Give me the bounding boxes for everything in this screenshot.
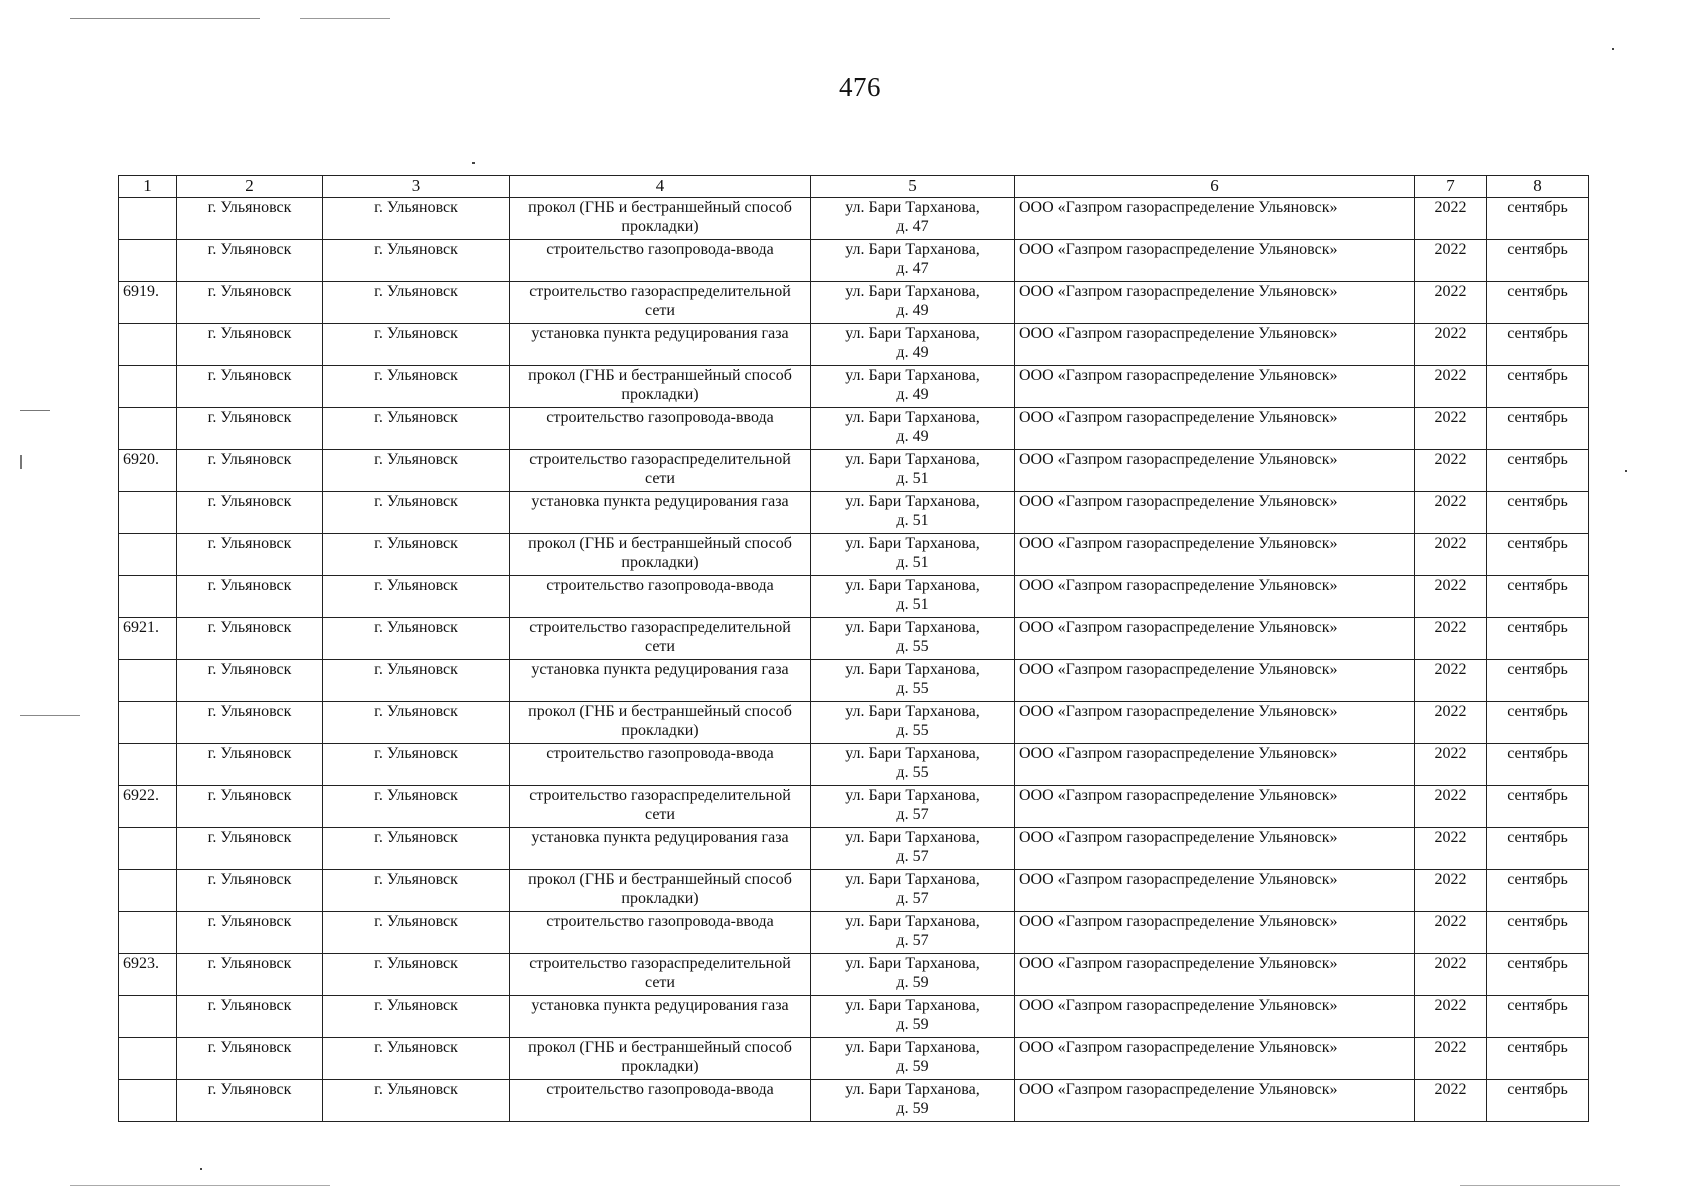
address-street: ул. Бари Тарханова,: [845, 535, 980, 552]
year-cell: 2022: [1415, 240, 1487, 282]
region-cell: г. Ульяновск: [177, 324, 323, 366]
work-type-cell: установка пункта редуцирования газа: [510, 828, 811, 870]
month-cell: сентябрь: [1487, 198, 1589, 240]
address-cell: [811, 324, 1015, 366]
address-cell: [811, 198, 1015, 240]
organization-cell: ООО «Газпром газораспределение Ульяновск»: [1015, 828, 1415, 870]
address-street: ул. Бари Тарханова,: [845, 661, 980, 678]
organization-cell: ООО «Газпром газораспределение Ульяновск»: [1015, 870, 1415, 912]
address-house: д. 59: [896, 1016, 929, 1033]
column-header: 4: [510, 176, 811, 198]
settlement-cell: г. Ульяновск: [323, 492, 510, 534]
item-number: 6919.: [119, 282, 177, 324]
address-house: д. 55: [896, 764, 929, 781]
table-row: [119, 870, 1589, 912]
address-street: ул. Бари Тарханова,: [845, 409, 980, 426]
address-cell: [811, 786, 1015, 828]
month-cell: сентябрь: [1487, 534, 1589, 576]
region-cell: г. Ульяновск: [177, 660, 323, 702]
item-number: 6920.: [119, 450, 177, 492]
organization-cell: ООО «Газпром газораспределение Ульяновск»: [1015, 576, 1415, 618]
settlement-cell: г. Ульяновск: [323, 282, 510, 324]
address-street: ул. Бари Тарханова,: [845, 955, 980, 972]
year-cell: 2022: [1415, 1080, 1487, 1122]
address-street: ул. Бари Тарханова,: [845, 787, 980, 804]
scan-artifact: [1612, 48, 1614, 50]
region-cell: г. Ульяновск: [177, 240, 323, 282]
address-house: д. 57: [896, 806, 929, 823]
region-cell: г. Ульяновск: [177, 828, 323, 870]
month-cell: сентябрь: [1487, 660, 1589, 702]
item-number: [119, 240, 177, 282]
address-cell: [811, 282, 1015, 324]
region-cell: г. Ульяновск: [177, 744, 323, 786]
address-street: ул. Бари Тарханова,: [845, 199, 980, 216]
address-cell: [811, 744, 1015, 786]
settlement-cell: г. Ульяновск: [323, 744, 510, 786]
address-house: д. 55: [896, 638, 929, 655]
year-cell: 2022: [1415, 954, 1487, 996]
address-street: ул. Бари Тарханова,: [845, 745, 980, 762]
table-row: [119, 1080, 1589, 1122]
address-cell: [811, 954, 1015, 996]
table-row: [119, 996, 1589, 1038]
organization-cell: ООО «Газпром газораспределение Ульяновск»: [1015, 912, 1415, 954]
region-cell: г. Ульяновск: [177, 198, 323, 240]
settlement-cell: г. Ульяновск: [323, 450, 510, 492]
item-number: [119, 870, 177, 912]
work-type-cell: строительство газораспределительной сети: [510, 618, 811, 660]
work-type-cell: строительство газопровода-ввода: [510, 408, 811, 450]
column-number-header: [119, 176, 1589, 198]
region-cell: г. Ульяновск: [177, 408, 323, 450]
work-type-cell: прокол (ГНБ и бестраншейный способ прокладки): [510, 198, 811, 240]
address-house: д. 55: [896, 722, 929, 739]
settlement-cell: г. Ульяновск: [323, 912, 510, 954]
address-cell: [811, 534, 1015, 576]
address-street: ул. Бари Тарханова,: [845, 619, 980, 636]
address-cell: [811, 660, 1015, 702]
settlement-cell: г. Ульяновск: [323, 954, 510, 996]
work-type-cell: прокол (ГНБ и бестраншейный способ прокладки): [510, 870, 811, 912]
work-type-cell: строительство газораспределительной сети: [510, 450, 811, 492]
organization-cell: ООО «Газпром газораспределение Ульяновск»: [1015, 534, 1415, 576]
address-cell: [811, 240, 1015, 282]
item-number: 6921.: [119, 618, 177, 660]
address-cell: [811, 450, 1015, 492]
table-row: [119, 324, 1589, 366]
year-cell: 2022: [1415, 492, 1487, 534]
address-cell: [811, 870, 1015, 912]
month-cell: сентябрь: [1487, 324, 1589, 366]
organization-cell: ООО «Газпром газораспределение Ульяновск»: [1015, 660, 1415, 702]
table-row: [119, 618, 1589, 660]
year-cell: 2022: [1415, 198, 1487, 240]
work-type-cell: установка пункта редуцирования газа: [510, 492, 811, 534]
table-row: [119, 912, 1589, 954]
table-body: [119, 198, 1589, 1122]
column-header: 6: [1015, 176, 1415, 198]
table-row: [119, 744, 1589, 786]
column-header: 1: [119, 176, 177, 198]
scan-artifact: [20, 715, 80, 716]
month-cell: сентябрь: [1487, 618, 1589, 660]
month-cell: сентябрь: [1487, 996, 1589, 1038]
address-house: д. 49: [896, 302, 929, 319]
table-row: [119, 660, 1589, 702]
settlement-cell: г. Ульяновск: [323, 660, 510, 702]
item-number: 6923.: [119, 954, 177, 996]
address-street: ул. Бари Тарханова,: [845, 283, 980, 300]
settlement-cell: г. Ульяновск: [323, 408, 510, 450]
region-cell: г. Ульяновск: [177, 576, 323, 618]
address-cell: [811, 492, 1015, 534]
settlement-cell: г. Ульяновск: [323, 786, 510, 828]
settlement-cell: г. Ульяновск: [323, 534, 510, 576]
settlement-cell: г. Ульяновск: [323, 576, 510, 618]
item-number: [119, 828, 177, 870]
schedule-table: [118, 175, 1589, 1122]
region-cell: г. Ульяновск: [177, 366, 323, 408]
table-row: [119, 408, 1589, 450]
organization-cell: ООО «Газпром газораспределение Ульяновск»: [1015, 366, 1415, 408]
scan-artifact: [70, 1185, 330, 1186]
year-cell: 2022: [1415, 576, 1487, 618]
column-header: 8: [1487, 176, 1589, 198]
address-house: д. 49: [896, 344, 929, 361]
settlement-cell: г. Ульяновск: [323, 1038, 510, 1080]
region-cell: г. Ульяновск: [177, 870, 323, 912]
year-cell: 2022: [1415, 1038, 1487, 1080]
item-number: [119, 198, 177, 240]
item-number: [119, 1038, 177, 1080]
address-cell: [811, 1038, 1015, 1080]
column-header: 2: [177, 176, 323, 198]
address-house: д. 51: [896, 512, 929, 529]
region-cell: г. Ульяновск: [177, 492, 323, 534]
column-header: 7: [1415, 176, 1487, 198]
address-cell: [811, 702, 1015, 744]
month-cell: сентябрь: [1487, 408, 1589, 450]
settlement-cell: г. Ульяновск: [323, 324, 510, 366]
item-number: [119, 702, 177, 744]
work-type-cell: прокол (ГНБ и бестраншейный способ прокладки): [510, 366, 811, 408]
item-number: 6922.: [119, 786, 177, 828]
scan-artifact: [20, 455, 22, 469]
region-cell: г. Ульяновск: [177, 1038, 323, 1080]
month-cell: сентябрь: [1487, 1038, 1589, 1080]
address-house: д. 51: [896, 554, 929, 571]
organization-cell: ООО «Газпром газораспределение Ульяновск»: [1015, 450, 1415, 492]
address-street: ул. Бари Тарханова,: [845, 997, 980, 1014]
scan-artifact: [200, 1168, 202, 1170]
address-street: ул. Бари Тарханова,: [845, 1039, 980, 1056]
work-type-cell: строительство газопровода-ввода: [510, 240, 811, 282]
settlement-cell: г. Ульяновск: [323, 240, 510, 282]
organization-cell: ООО «Газпром газораспределение Ульяновск»: [1015, 744, 1415, 786]
month-cell: сентябрь: [1487, 240, 1589, 282]
settlement-cell: г. Ульяновск: [323, 996, 510, 1038]
scan-artifact: [70, 18, 260, 19]
month-cell: сентябрь: [1487, 954, 1589, 996]
address-house: д. 51: [896, 596, 929, 613]
region-cell: г. Ульяновск: [177, 996, 323, 1038]
table-row: [119, 450, 1589, 492]
organization-cell: ООО «Газпром газораспределение Ульяновск»: [1015, 786, 1415, 828]
month-cell: сентябрь: [1487, 744, 1589, 786]
organization-cell: ООО «Газпром газораспределение Ульяновск»: [1015, 1038, 1415, 1080]
table-row: [119, 576, 1589, 618]
organization-cell: ООО «Газпром газораспределение Ульяновск»: [1015, 1080, 1415, 1122]
address-house: д. 47: [896, 218, 929, 235]
work-type-cell: строительство газораспределительной сети: [510, 786, 811, 828]
address-cell: [811, 996, 1015, 1038]
organization-cell: ООО «Газпром газораспределение Ульяновск»: [1015, 324, 1415, 366]
organization-cell: ООО «Газпром газораспределение Ульяновск»: [1015, 198, 1415, 240]
settlement-cell: г. Ульяновск: [323, 198, 510, 240]
work-type-cell: строительство газораспределительной сети: [510, 282, 811, 324]
year-cell: 2022: [1415, 534, 1487, 576]
table-row: [119, 1038, 1589, 1080]
address-house: д. 51: [896, 470, 929, 487]
work-type-cell: строительство газопровода-ввода: [510, 912, 811, 954]
scan-artifact: [1625, 470, 1627, 472]
address-street: ул. Бари Тарханова,: [845, 871, 980, 888]
item-number: [119, 660, 177, 702]
address-house: д. 57: [896, 932, 929, 949]
region-cell: г. Ульяновск: [177, 282, 323, 324]
month-cell: сентябрь: [1487, 282, 1589, 324]
year-cell: 2022: [1415, 282, 1487, 324]
address-street: ул. Бари Тарханова,: [845, 493, 980, 510]
item-number: [119, 492, 177, 534]
item-number: [119, 408, 177, 450]
table-row: [119, 198, 1589, 240]
address-street: ул. Бари Тарханова,: [845, 325, 980, 342]
year-cell: 2022: [1415, 996, 1487, 1038]
address-house: д. 59: [896, 974, 929, 991]
item-number: [119, 744, 177, 786]
organization-cell: ООО «Газпром газораспределение Ульяновск»: [1015, 618, 1415, 660]
table-row: [119, 366, 1589, 408]
organization-cell: ООО «Газпром газораспределение Ульяновск»: [1015, 282, 1415, 324]
scan-artifact: [20, 410, 50, 411]
settlement-cell: г. Ульяновск: [323, 702, 510, 744]
work-type-cell: прокол (ГНБ и бестраншейный способ прокладки): [510, 534, 811, 576]
address-street: ул. Бари Тарханова,: [845, 913, 980, 930]
address-house: д. 59: [896, 1100, 929, 1117]
address-street: ул. Бари Тарханова,: [845, 829, 980, 846]
region-cell: г. Ульяновск: [177, 534, 323, 576]
month-cell: сентябрь: [1487, 366, 1589, 408]
table-row: [119, 492, 1589, 534]
item-number: [119, 576, 177, 618]
month-cell: сентябрь: [1487, 870, 1589, 912]
address-house: д. 55: [896, 680, 929, 697]
address-house: д. 47: [896, 260, 929, 277]
month-cell: сентябрь: [1487, 576, 1589, 618]
work-type-cell: строительство газопровода-ввода: [510, 576, 811, 618]
work-type-cell: установка пункта редуцирования газа: [510, 996, 811, 1038]
table-row: [119, 954, 1589, 996]
address-cell: [811, 366, 1015, 408]
settlement-cell: г. Ульяновск: [323, 828, 510, 870]
table-row: [119, 240, 1589, 282]
organization-cell: ООО «Газпром газораспределение Ульяновск»: [1015, 492, 1415, 534]
address-street: ул. Бари Тарханова,: [845, 367, 980, 384]
page-number: 476: [839, 72, 881, 102]
year-cell: 2022: [1415, 408, 1487, 450]
address-street: ул. Бари Тарханова,: [845, 241, 980, 258]
settlement-cell: г. Ульяновск: [323, 366, 510, 408]
year-cell: 2022: [1415, 450, 1487, 492]
table-row: [119, 534, 1589, 576]
address-street: ул. Бари Тарханова,: [845, 451, 980, 468]
month-cell: сентябрь: [1487, 1080, 1589, 1122]
scan-artifact: [1460, 1185, 1620, 1186]
month-cell: сентябрь: [1487, 912, 1589, 954]
item-number: [119, 996, 177, 1038]
organization-cell: ООО «Газпром газораспределение Ульяновск»: [1015, 408, 1415, 450]
region-cell: г. Ульяновск: [177, 912, 323, 954]
year-cell: 2022: [1415, 324, 1487, 366]
work-type-cell: прокол (ГНБ и бестраншейный способ прокладки): [510, 702, 811, 744]
address-house: д. 57: [896, 890, 929, 907]
column-header: 5: [811, 176, 1015, 198]
table-row: [119, 282, 1589, 324]
work-type-cell: строительство газопровода-ввода: [510, 744, 811, 786]
address-cell: [811, 408, 1015, 450]
table-row: [119, 786, 1589, 828]
month-cell: сентябрь: [1487, 450, 1589, 492]
month-cell: сентябрь: [1487, 786, 1589, 828]
year-cell: 2022: [1415, 912, 1487, 954]
organization-cell: ООО «Газпром газораспределение Ульяновск»: [1015, 996, 1415, 1038]
address-house: д. 49: [896, 386, 929, 403]
address-cell: [811, 828, 1015, 870]
address-cell: [811, 576, 1015, 618]
work-type-cell: установка пункта редуцирования газа: [510, 660, 811, 702]
address-street: ул. Бари Тарханова,: [845, 577, 980, 594]
column-header: 3: [323, 176, 510, 198]
settlement-cell: г. Ульяновск: [323, 870, 510, 912]
item-number: [119, 324, 177, 366]
year-cell: 2022: [1415, 786, 1487, 828]
address-cell: [811, 912, 1015, 954]
scan-artifact: [472, 162, 475, 164]
year-cell: 2022: [1415, 702, 1487, 744]
region-cell: г. Ульяновск: [177, 954, 323, 996]
region-cell: г. Ульяновск: [177, 1080, 323, 1122]
year-cell: 2022: [1415, 828, 1487, 870]
item-number: [119, 366, 177, 408]
address-street: ул. Бари Тарханова,: [845, 1081, 980, 1098]
work-type-cell: строительство газораспределительной сети: [510, 954, 811, 996]
item-number: [119, 534, 177, 576]
month-cell: сентябрь: [1487, 828, 1589, 870]
scan-artifact: [300, 18, 390, 19]
work-type-cell: установка пункта редуцирования газа: [510, 324, 811, 366]
year-cell: 2022: [1415, 366, 1487, 408]
work-type-cell: строительство газопровода-ввода: [510, 1080, 811, 1122]
address-street: ул. Бари Тарханова,: [845, 703, 980, 720]
organization-cell: ООО «Газпром газораспределение Ульяновск»: [1015, 954, 1415, 996]
item-number: [119, 1080, 177, 1122]
year-cell: 2022: [1415, 744, 1487, 786]
organization-cell: ООО «Газпром газораспределение Ульяновск»: [1015, 240, 1415, 282]
region-cell: г. Ульяновск: [177, 618, 323, 660]
address-cell: [811, 1080, 1015, 1122]
settlement-cell: г. Ульяновск: [323, 618, 510, 660]
year-cell: 2022: [1415, 870, 1487, 912]
work-type-cell: прокол (ГНБ и бестраншейный способ прокладки): [510, 1038, 811, 1080]
address-cell: [811, 618, 1015, 660]
year-cell: 2022: [1415, 618, 1487, 660]
address-house: д. 59: [896, 1058, 929, 1075]
table-row: [119, 702, 1589, 744]
table-row: [119, 828, 1589, 870]
address-house: д. 57: [896, 848, 929, 865]
organization-cell: ООО «Газпром газораспределение Ульяновск»: [1015, 702, 1415, 744]
year-cell: 2022: [1415, 660, 1487, 702]
region-cell: г. Ульяновск: [177, 786, 323, 828]
region-cell: г. Ульяновск: [177, 450, 323, 492]
month-cell: сентябрь: [1487, 702, 1589, 744]
month-cell: сентябрь: [1487, 492, 1589, 534]
address-house: д. 49: [896, 428, 929, 445]
settlement-cell: г. Ульяновск: [323, 1080, 510, 1122]
region-cell: г. Ульяновск: [177, 702, 323, 744]
item-number: [119, 912, 177, 954]
